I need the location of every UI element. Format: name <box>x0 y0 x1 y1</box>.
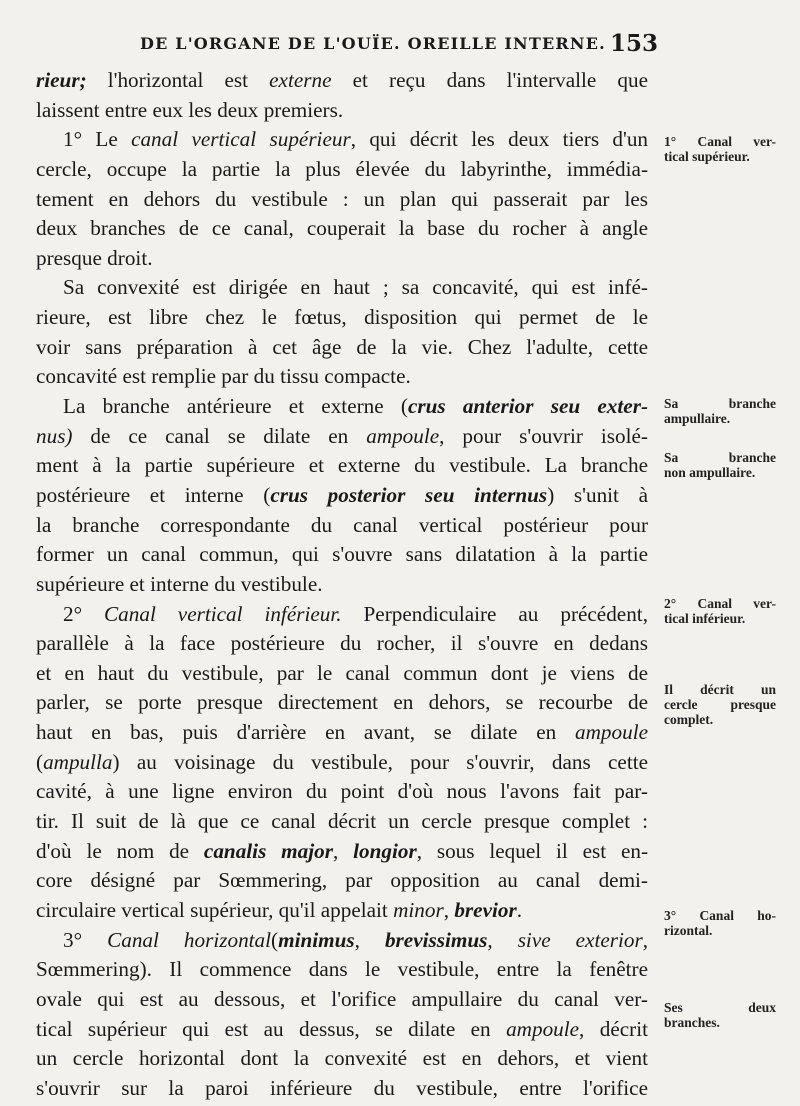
text-line <box>36 1015 648 1045</box>
text-line <box>36 570 648 600</box>
margin-note-canal-horizontal <box>664 908 776 938</box>
text-run: tir. Il suit de là que ce canal décrit un cercle presque complet : <box>36 809 648 834</box>
text-run: longior <box>353 838 417 863</box>
text-run: Canal vertical inférieur. <box>104 601 342 626</box>
page-number: 153 <box>609 30 658 57</box>
text-run: , <box>642 927 649 952</box>
text-run: ) s'unit à <box>547 482 649 507</box>
text-line <box>36 422 648 452</box>
text-line <box>36 214 648 244</box>
text-run: ( <box>271 927 279 952</box>
margin-note-branche-ampullaire <box>664 396 776 426</box>
text-run: , décrit <box>579 1016 648 1041</box>
text-run: supérieure et interne du vestibule. <box>36 571 323 596</box>
margin-note-line: non ampullaire. <box>664 465 756 480</box>
text-line <box>36 659 648 689</box>
text-run: minor <box>393 897 444 922</box>
text-run: d'où le nom de <box>36 838 204 863</box>
text-run: , <box>354 927 385 952</box>
text-run: Sa convexité est dirigée en haut ; sa concavité, qui est infé- <box>63 275 648 300</box>
text-run: 2° <box>63 601 105 626</box>
margin-note-branche-non-ampullaire <box>664 450 776 480</box>
text-run: concavité est remplie par du tissu compacte. <box>36 364 411 389</box>
margin-note-line: complet. <box>664 712 714 727</box>
margin-note-line: branches. <box>664 1015 720 1030</box>
margin-note-line: tical inférieur. <box>664 611 746 626</box>
text-line <box>36 777 648 807</box>
text-run: et reçu dans l'intervalle que <box>331 68 648 92</box>
main-text <box>36 66 648 1103</box>
text-run: sive exterior <box>517 927 643 952</box>
text-line <box>36 451 648 481</box>
text-run: La branche antérieure et externe ( <box>63 394 408 419</box>
text-run: brevissimus <box>384 927 488 952</box>
text-run: l'horizontal est <box>86 68 270 92</box>
text-line <box>36 985 648 1015</box>
text-run: brevior <box>454 897 517 922</box>
text-run: ampoule <box>366 423 440 448</box>
text-run: haut en bas, puis d'arrière en avant, se dilate en <box>36 720 576 745</box>
margin-note-canal-vertical-superieur <box>664 134 776 164</box>
text-line <box>36 392 648 422</box>
text-run: , pour s'ouvrir isolé- <box>439 423 648 448</box>
text-line <box>36 807 648 837</box>
margin-note-line: Sa branche <box>664 450 776 465</box>
margin-note-line: Sa branche <box>664 396 776 411</box>
text-line <box>36 185 648 215</box>
running-header <box>140 30 660 57</box>
margin-note-line: 3° Canal ho- <box>664 908 776 923</box>
text-run: parallèle à la face postérieure du rocher, il s'ouvre en dedans <box>36 631 648 656</box>
text-run: tical supérieur qui est au dessus, se dilate en <box>36 1016 507 1041</box>
text-line <box>36 511 648 541</box>
margin-note-line: ampullaire. <box>664 411 731 426</box>
text-run: externe <box>269 68 332 92</box>
text-run: Sœmmering). Il commence dans le vestibule, entre la fenêtre <box>36 957 648 982</box>
text-run: s'ouvrir sur la paroi inférieure du vestibule, entre l'orifice <box>36 1075 648 1100</box>
text-run: cercle, occupe la partie la plus élevée du labyrinthe, immédia- <box>36 156 648 181</box>
text-run: nus) <box>36 423 73 448</box>
text-run: . <box>516 897 522 922</box>
text-line <box>36 629 648 659</box>
running-title: DE L'ORGANE DE L'OUÏE. OREILLE INTERNE. <box>140 34 606 53</box>
text-run: ( <box>36 749 44 774</box>
text-line <box>36 926 648 956</box>
text-run: la branche correspondante du canal vertical postérieur pour <box>36 512 648 537</box>
margin-note-line: tical supérieur. <box>664 149 750 164</box>
text-run: cavité, à une ligne environ du point d'où nous l'avons fait par- <box>36 779 648 804</box>
text-line <box>36 273 648 303</box>
margin-note-line: cercle presque <box>664 697 776 712</box>
text-run: canalis major <box>203 838 333 863</box>
text-line <box>36 155 648 185</box>
text-run: minimus <box>278 927 355 952</box>
margin-note-cercle-complet <box>664 682 776 727</box>
text-run: ampoule <box>575 720 648 745</box>
text-run: Perpendiculaire au précédent, <box>341 601 648 626</box>
text-line <box>36 540 648 570</box>
text-run: ampulla <box>43 749 113 774</box>
text-line <box>36 481 648 511</box>
text-run: rieur; <box>36 68 87 92</box>
text-run: parler, se porte presque directement en dehors, se recourbe de <box>36 690 648 715</box>
margin-note-line: Ses deux <box>664 1000 776 1015</box>
text-run: ovale qui est au dessous, et l'orifice ampullaire du canal ver- <box>36 986 648 1011</box>
margin-note-deux-branches <box>664 1000 776 1030</box>
text-line <box>36 1044 648 1074</box>
text-run: tement en dehors du vestibule : un plan qui passerait par les <box>36 186 648 211</box>
text-line <box>36 866 648 896</box>
margin-note-canal-vertical-inferieur <box>664 596 776 626</box>
text-run: 1° Le <box>63 127 132 152</box>
text-run: postérieure et interne ( <box>36 482 271 507</box>
text-run: laissent entre eux les deux premiers. <box>36 97 344 122</box>
text-run: voir sans préparation à cet âge de la vie. Chez l'adulte, cette <box>36 334 648 359</box>
text-run: , sous lequel il est en- <box>416 838 649 863</box>
text-run: crus anterior seu exter- <box>407 394 648 419</box>
text-run: ment à la partie supérieure et externe du vestibule. La branche <box>36 453 648 478</box>
margin-note-line: 2° Canal ver- <box>664 596 776 611</box>
text-line <box>36 896 648 926</box>
text-run: 3° <box>63 927 108 952</box>
text-line <box>36 718 648 748</box>
text-run: de ce canal se dilate en <box>72 423 367 448</box>
text-line <box>36 125 648 155</box>
text-run: , <box>487 927 518 952</box>
text-run: ) au voisinage du vestibule, pour s'ouvrir, dans cette <box>112 749 648 774</box>
text-line <box>36 333 648 363</box>
text-line <box>36 244 648 274</box>
text-line <box>36 303 648 333</box>
text-run: , <box>332 838 354 863</box>
text-line <box>36 600 648 630</box>
text-run: et en haut du vestibule, par le canal commun dont je viens de <box>36 660 648 685</box>
text-line <box>36 96 648 126</box>
text-run: un cercle horizontal dont la convexité est en dehors, et vient <box>36 1046 648 1071</box>
text-run: , qui décrit les deux tiers d'un <box>350 127 649 152</box>
text-run: core désigné par Sœmmering, par opposition au canal demi- <box>36 868 648 893</box>
text-line <box>36 1074 648 1104</box>
text-line <box>36 748 648 778</box>
text-line <box>36 837 648 867</box>
text-line <box>36 688 648 718</box>
margin-note-line: rizontal. <box>664 923 713 938</box>
margin-note-line: 1° Canal ver- <box>664 134 776 149</box>
text-run: canal vertical supérieur <box>131 127 351 152</box>
text-line <box>36 955 648 985</box>
text-run: presque droit. <box>36 245 153 270</box>
text-run: Canal horizontal <box>107 927 272 952</box>
text-line <box>36 362 648 392</box>
text-line <box>36 66 648 96</box>
margin-note-line: Il décrit un <box>664 682 776 697</box>
text-run: , <box>443 897 455 922</box>
text-run: crus posterior seu internus <box>270 482 548 507</box>
text-run: ampoule <box>506 1016 580 1041</box>
text-run: former un canal commun, qui s'ouvre sans dilatation à la partie <box>36 542 648 567</box>
text-run: rieure, est libre chez le fœtus, disposition qui permet de le <box>36 305 648 330</box>
text-run: deux branches de ce canal, couperait la base du rocher à angle <box>36 216 648 241</box>
text-run: circulaire vertical supérieur, qu'il appelait <box>36 897 394 922</box>
